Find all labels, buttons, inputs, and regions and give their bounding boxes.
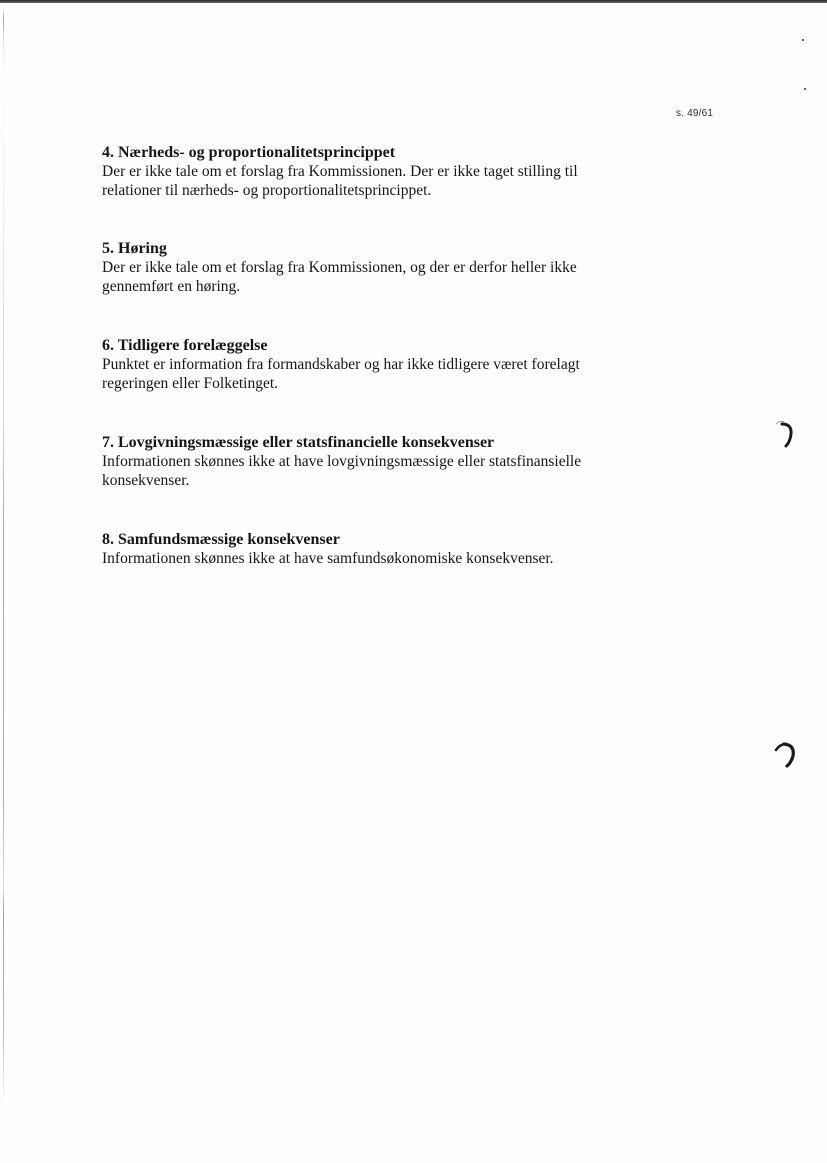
section-heading: 8. Samfundsmæssige konsekvenser [102,531,340,548]
section-previous-submission [102,336,662,393]
section-text-line: relationer til nærheds- og proportionalitetsprincippet. [102,182,432,199]
section-consultation [102,239,662,296]
section-text-line: Punktet er information fra formandskaber og har ikke tidligere været forelagt [102,356,580,373]
punch-hole-mark-icon [770,418,800,452]
section-text-line: regeringen eller Folketinget. [102,375,279,392]
section-heading: 5. Høring [102,240,167,257]
section-text-line: gennemført en høring. [102,278,241,295]
section-heading: 6. Tidligere forelæggelse [102,337,268,354]
scan-speck [802,39,804,41]
page-number: s. 49/61 [676,108,714,119]
section-text-line: Informationen skønnes ikke at have samfundsøkonomiske konsekvenser. [102,550,554,567]
section-subsidiarity [102,143,662,200]
punch-hole-mark-icon [772,738,802,772]
section-text-line: konsekvenser. [102,472,190,489]
section-societal-consequences [102,530,662,568]
section-text-line: Informationen skønnes ikke at have lovgivningsmæssige eller statsfinansielle [102,453,582,470]
scan-top-edge [0,0,827,3]
section-heading: 4. Nærheds- og proportionalitetsprincippet [102,144,396,161]
scan-left-edge [3,8,4,1108]
scan-speck [804,88,806,90]
section-heading: 7. Lovgivningsmæssige eller statsfinancielle konsekvenser [102,434,495,451]
section-text-line: Der er ikke tale om et forslag fra Kommissionen. Der er ikke taget stilling til [102,163,578,180]
section-text-line: Der er ikke tale om et forslag fra Kommissionen, og der er derfor heller ikke [102,259,577,276]
section-legislative-consequences [102,433,662,490]
